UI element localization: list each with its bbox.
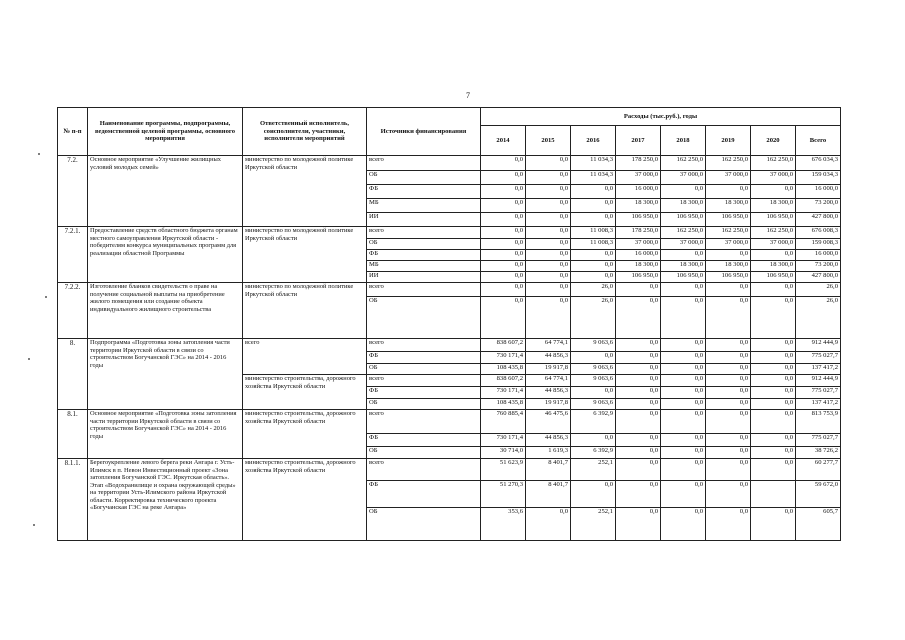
row-value: 16 000,0	[796, 185, 841, 199]
row-source: всего	[367, 410, 481, 434]
row-value: 106 950,0	[661, 213, 706, 227]
row-value: 0,0	[571, 261, 616, 272]
row-value: 0,0	[751, 250, 796, 261]
row-value: 0,0	[751, 387, 796, 399]
row-value: 0,0	[616, 508, 661, 541]
header-year: 2019	[706, 126, 751, 156]
row-value: 427 800,0	[796, 213, 841, 227]
row-source: ОБ	[367, 447, 481, 459]
row-value: 0,0	[706, 459, 751, 481]
row-value: 0,0	[706, 297, 751, 339]
row-executor: министерство по молодежной политике Иркутской области	[243, 227, 367, 283]
row-value: 0,0	[751, 375, 796, 387]
row-value: 0,0	[751, 352, 796, 364]
row-value: 18 300,0	[751, 261, 796, 272]
row-value: 0,0	[661, 387, 706, 399]
row-value: 0,0	[616, 459, 661, 481]
row-value: 0,0	[481, 261, 526, 272]
row-name: Основное мероприятие «Улучшение жилищных условий молодых семей»	[88, 156, 243, 227]
row-value: 162 250,0	[751, 156, 796, 171]
row-value: 0,0	[751, 399, 796, 410]
scan-speck	[45, 296, 47, 298]
row-value: 0,0	[751, 339, 796, 352]
row-value: 19 917,8	[526, 364, 571, 375]
page-number: 7	[466, 91, 470, 100]
row-value: 0,0	[616, 387, 661, 399]
row-value: 26,0	[571, 283, 616, 297]
row-value: 730 171,4	[481, 434, 526, 447]
row-value: 0,0	[661, 283, 706, 297]
row-value: 37 000,0	[706, 171, 751, 185]
row-value: 106 950,0	[616, 272, 661, 283]
row-source: ОБ	[367, 364, 481, 375]
header-name: Наименование программы, подпрограммы, ведомственной целевой программы, основного мероприятия	[88, 108, 243, 156]
row-value: 0,0	[526, 283, 571, 297]
row-name: Подпрограмма «Подготовка зоны затопления части территории Иркутской области в связи со строительством Богучанской ГЭС» на 2014 - 2016 годы	[88, 339, 243, 410]
row-value: 0,0	[661, 339, 706, 352]
header-num: № п-п	[58, 108, 88, 156]
row-source: ОБ	[367, 399, 481, 410]
row-value: 0,0	[616, 339, 661, 352]
row-value: 0,0	[616, 410, 661, 434]
row-value: 0,0	[751, 447, 796, 459]
budget-table	[57, 107, 841, 541]
row-value: 11 008,3	[571, 239, 616, 250]
row-source: ФБ	[367, 185, 481, 199]
row-value: 26,0	[796, 297, 841, 339]
row-value: 18 300,0	[616, 261, 661, 272]
row-value: 162 250,0	[661, 156, 706, 171]
row-executor: министерство по молодежной политике Иркутской области	[243, 283, 367, 339]
row-value: 37 000,0	[661, 171, 706, 185]
row-value: 44 856,3	[526, 387, 571, 399]
row-value: 159 008,3	[796, 239, 841, 250]
row-value: 912 444,9	[796, 339, 841, 352]
header-executor: Ответственный исполнитель, соисполнители, участники, исполнители мероприятий	[243, 108, 367, 156]
header-year: 2015	[526, 126, 571, 156]
row-value: 51 623,9	[481, 459, 526, 481]
row-value: 0,0	[751, 459, 796, 481]
row-value: 775 027,7	[796, 434, 841, 447]
row-value: 0,0	[526, 250, 571, 261]
row-value: 0,0	[571, 387, 616, 399]
row-value: 18 300,0	[661, 199, 706, 213]
row-value: 137 417,2	[796, 364, 841, 375]
row-value: 162 250,0	[706, 227, 751, 239]
row-value: 162 250,0	[706, 156, 751, 171]
row-value: 730 171,4	[481, 352, 526, 364]
row-value: 0,0	[481, 283, 526, 297]
row-value: 0,0	[706, 410, 751, 434]
row-value: 676 034,3	[796, 156, 841, 171]
row-source: ФБ	[367, 352, 481, 364]
row-value: 0,0	[751, 364, 796, 375]
row-value: 106 950,0	[616, 213, 661, 227]
row-executor: министерство строительства, дорожного хозяйства Иркутской области	[243, 375, 367, 410]
row-code: 7.2.1.	[58, 227, 88, 283]
row-code: 8.1.1.	[58, 459, 88, 541]
row-value: 8 401,7	[526, 481, 571, 508]
row-executor: министерство по молодежной политике Иркутской области	[243, 156, 367, 227]
row-value: 0,0	[706, 250, 751, 261]
row-value: 0,0	[706, 185, 751, 199]
row-value: 760 885,4	[481, 410, 526, 434]
row-value: 0,0	[706, 508, 751, 541]
row-source: ФБ	[367, 434, 481, 447]
row-value: 108 435,8	[481, 399, 526, 410]
table-row	[58, 156, 841, 171]
row-value: 0,0	[751, 283, 796, 297]
row-value: 427 800,0	[796, 272, 841, 283]
row-value: 0,0	[616, 434, 661, 447]
row-value: 0,0	[661, 297, 706, 339]
row-value: 18 300,0	[616, 199, 661, 213]
row-value: 0,0	[481, 171, 526, 185]
row-value: 162 250,0	[751, 227, 796, 239]
row-value: 0,0	[481, 297, 526, 339]
row-value: 0,0	[751, 508, 796, 541]
row-value: 8 401,7	[526, 459, 571, 481]
row-value: 37 000,0	[706, 239, 751, 250]
row-value: 0,0	[526, 297, 571, 339]
row-source: всего	[367, 339, 481, 352]
row-value: 0,0	[706, 375, 751, 387]
row-value: 0,0	[481, 156, 526, 171]
header-year: Всего	[796, 126, 841, 156]
row-source: всего	[367, 459, 481, 481]
row-value: 106 950,0	[751, 213, 796, 227]
row-value: 178 250,0	[616, 156, 661, 171]
row-code: 7.2.2.	[58, 283, 88, 339]
row-value: 9 063,6	[571, 375, 616, 387]
row-value: 0,0	[526, 199, 571, 213]
row-value: 0,0	[571, 434, 616, 447]
row-value: 775 027,7	[796, 387, 841, 399]
header-source: Источники финансирования	[367, 108, 481, 156]
row-value: 252,1	[571, 459, 616, 481]
row-source: ИИ	[367, 272, 481, 283]
row-value: 0,0	[706, 447, 751, 459]
header-expenses: Расходы (тыс.руб.), годы	[481, 108, 841, 126]
row-value: 162 250,0	[661, 227, 706, 239]
row-value: 0,0	[751, 297, 796, 339]
row-value: 9 063,6	[571, 364, 616, 375]
row-value: 26,0	[571, 297, 616, 339]
row-value: 16 000,0	[616, 185, 661, 199]
row-value: 0,0	[481, 239, 526, 250]
row-value: 0,0	[706, 399, 751, 410]
row-value: 178 250,0	[616, 227, 661, 239]
row-value: 46 475,6	[526, 410, 571, 434]
row-value: 11 008,3	[571, 227, 616, 239]
row-value: 18 300,0	[706, 261, 751, 272]
row-value: 108 435,8	[481, 364, 526, 375]
row-value: 0,0	[661, 508, 706, 541]
row-value: 0,0	[571, 213, 616, 227]
row-value: 44 856,3	[526, 352, 571, 364]
row-value: 0,0	[571, 199, 616, 213]
row-value: 0,0	[526, 508, 571, 541]
row-value: 0,0	[526, 213, 571, 227]
table-row	[58, 410, 841, 434]
row-value: 0,0	[526, 227, 571, 239]
row-value: 18 300,0	[751, 199, 796, 213]
row-value: 0,0	[526, 239, 571, 250]
row-value: 137 417,2	[796, 399, 841, 410]
row-value: 0,0	[661, 399, 706, 410]
table-row	[58, 339, 841, 352]
row-source: всего	[367, 156, 481, 171]
row-value: 252,1	[571, 508, 616, 541]
header-year: 2017	[616, 126, 661, 156]
row-source: ФБ	[367, 387, 481, 399]
row-value: 0,0	[706, 339, 751, 352]
header-year: 2014	[481, 126, 526, 156]
row-value: 0,0	[481, 227, 526, 239]
scan-speck	[33, 524, 35, 526]
row-source: МБ	[367, 261, 481, 272]
row-source: ФБ	[367, 481, 481, 508]
row-source: всего	[367, 375, 481, 387]
header-year: 2018	[661, 126, 706, 156]
row-value: 16 000,0	[796, 250, 841, 261]
row-value: 0,0	[661, 434, 706, 447]
row-value: 353,6	[481, 508, 526, 541]
row-value: 0,0	[526, 171, 571, 185]
row-source: ИИ	[367, 213, 481, 227]
row-value: 0,0	[706, 481, 751, 508]
row-value: 730 171,4	[481, 387, 526, 399]
row-value: 159 034,3	[796, 171, 841, 185]
row-value: 16 000,0	[616, 250, 661, 261]
row-value: 59 672,0	[796, 481, 841, 508]
header-year: 2016	[571, 126, 616, 156]
row-value: 0,0	[661, 364, 706, 375]
row-value: 0,0	[661, 375, 706, 387]
row-value: 44 856,3	[526, 434, 571, 447]
row-value: 18 300,0	[661, 261, 706, 272]
row-source: ОБ	[367, 171, 481, 185]
row-value: 0,0	[616, 364, 661, 375]
row-value: 0,0	[661, 459, 706, 481]
table-row	[58, 283, 841, 297]
row-value: 605,7	[796, 508, 841, 541]
row-value: 0,0	[661, 250, 706, 261]
row-value: 0,0	[616, 447, 661, 459]
row-value: 0,0	[616, 297, 661, 339]
row-value: 0,0	[481, 185, 526, 199]
row-value: 0,0	[751, 185, 796, 199]
row-value: 38 726,2	[796, 447, 841, 459]
row-code: 7.2.	[58, 156, 88, 227]
row-source: всего	[367, 283, 481, 297]
header-year: 2020	[751, 126, 796, 156]
row-value: 6 392,9	[571, 447, 616, 459]
row-value: 37 000,0	[616, 239, 661, 250]
row-executor: министерство строительства, дорожного хозяйства Иркутской области	[243, 410, 367, 459]
row-value: 0,0	[706, 434, 751, 447]
row-source: МБ	[367, 199, 481, 213]
row-value: 18 300,0	[706, 199, 751, 213]
row-value: 37 000,0	[616, 171, 661, 185]
row-value: 0,0	[706, 352, 751, 364]
row-value: 26,0	[796, 283, 841, 297]
row-value: 0,0	[571, 481, 616, 508]
row-value: 1 619,3	[526, 447, 571, 459]
row-source: ОБ	[367, 239, 481, 250]
row-value: 912 444,9	[796, 375, 841, 387]
row-code: 8.	[58, 339, 88, 410]
row-value: 37 000,0	[751, 239, 796, 250]
row-value: 0,0	[616, 481, 661, 508]
row-value: 0,0	[526, 156, 571, 171]
row-value: 0,0	[481, 199, 526, 213]
row-value: 0,0	[751, 410, 796, 434]
row-value: 64 774,1	[526, 375, 571, 387]
row-value: 11 034,3	[571, 156, 616, 171]
row-value: 0,0	[616, 283, 661, 297]
row-source: ОБ	[367, 508, 481, 541]
scan-speck	[28, 358, 30, 360]
row-value	[751, 481, 796, 508]
row-value: 11 034,3	[571, 171, 616, 185]
row-executor: министерство строительства, дорожного хозяйства Иркутской области	[243, 459, 367, 541]
row-value: 0,0	[661, 410, 706, 434]
table-row	[58, 227, 841, 239]
row-value: 73 200,0	[796, 261, 841, 272]
row-value: 0,0	[661, 447, 706, 459]
row-value: 106 950,0	[706, 272, 751, 283]
row-value: 775 027,7	[796, 352, 841, 364]
row-value: 0,0	[661, 185, 706, 199]
row-value: 64 774,1	[526, 339, 571, 352]
row-value: 0,0	[571, 352, 616, 364]
row-value: 838 607,2	[481, 375, 526, 387]
row-code: 8.1.	[58, 410, 88, 459]
row-value: 73 200,0	[796, 199, 841, 213]
scan-speck	[38, 153, 40, 155]
row-value: 0,0	[526, 272, 571, 283]
row-source: ФБ	[367, 250, 481, 261]
row-value: 838 607,2	[481, 339, 526, 352]
row-name: Предоставление средств областного бюджета органам местного самоуправления Иркутской области - победителям конкурса муниципальных программ для реализации областной Программы	[88, 227, 243, 283]
row-value: 0,0	[616, 399, 661, 410]
row-executor: всего	[243, 339, 367, 375]
row-value: 0,0	[571, 185, 616, 199]
row-value: 37 000,0	[661, 239, 706, 250]
row-value: 0,0	[526, 185, 571, 199]
row-value: 6 392,9	[571, 410, 616, 434]
row-value: 0,0	[481, 213, 526, 227]
row-name: Берегоукрепление левого берега реки Ангара г. Усть-Илимск в п. Невон Инвестиционный проект «Зона затопления Богучанской ГЭС. Иркутская область». Этап «Водохранилище и охрана окружающей среды» на территории Усть-Илимского района Иркутской области. Корректировка технического проекта «Богучанская ГЭС на реке Ангара»	[88, 459, 243, 541]
row-value: 19 917,8	[526, 399, 571, 410]
row-value: 813 753,9	[796, 410, 841, 434]
row-value: 0,0	[616, 375, 661, 387]
row-value: 676 008,3	[796, 227, 841, 239]
row-value: 0,0	[661, 481, 706, 508]
row-value: 30 714,0	[481, 447, 526, 459]
row-value: 0,0	[661, 352, 706, 364]
row-value: 0,0	[616, 352, 661, 364]
row-value: 0,0	[526, 261, 571, 272]
row-source: всего	[367, 227, 481, 239]
row-value: 51 270,3	[481, 481, 526, 508]
row-value: 0,0	[571, 250, 616, 261]
row-value: 0,0	[481, 272, 526, 283]
row-value: 106 950,0	[751, 272, 796, 283]
row-source: ОБ	[367, 297, 481, 339]
row-value: 106 950,0	[706, 213, 751, 227]
row-value: 9 063,6	[571, 399, 616, 410]
row-name: Изготовление бланков свидетельств о праве на получение социальной выплаты на приобретение жилого помещения или создание объекта индивидуального жилищного строительства	[88, 283, 243, 339]
row-value: 60 277,7	[796, 459, 841, 481]
row-value: 0,0	[481, 250, 526, 261]
row-value: 0,0	[706, 283, 751, 297]
row-value: 0,0	[706, 387, 751, 399]
row-value: 9 063,6	[571, 339, 616, 352]
row-value: 0,0	[751, 434, 796, 447]
table-row	[58, 459, 841, 481]
row-value: 37 000,0	[751, 171, 796, 185]
row-value: 0,0	[571, 272, 616, 283]
row-value: 106 950,0	[661, 272, 706, 283]
row-value: 0,0	[706, 364, 751, 375]
row-name: Основное мероприятие «Подготовка зоны затопления части территории Иркутской области в связи со строительством Богучанской ГЭС» на 2014 - 2016 годы	[88, 410, 243, 459]
